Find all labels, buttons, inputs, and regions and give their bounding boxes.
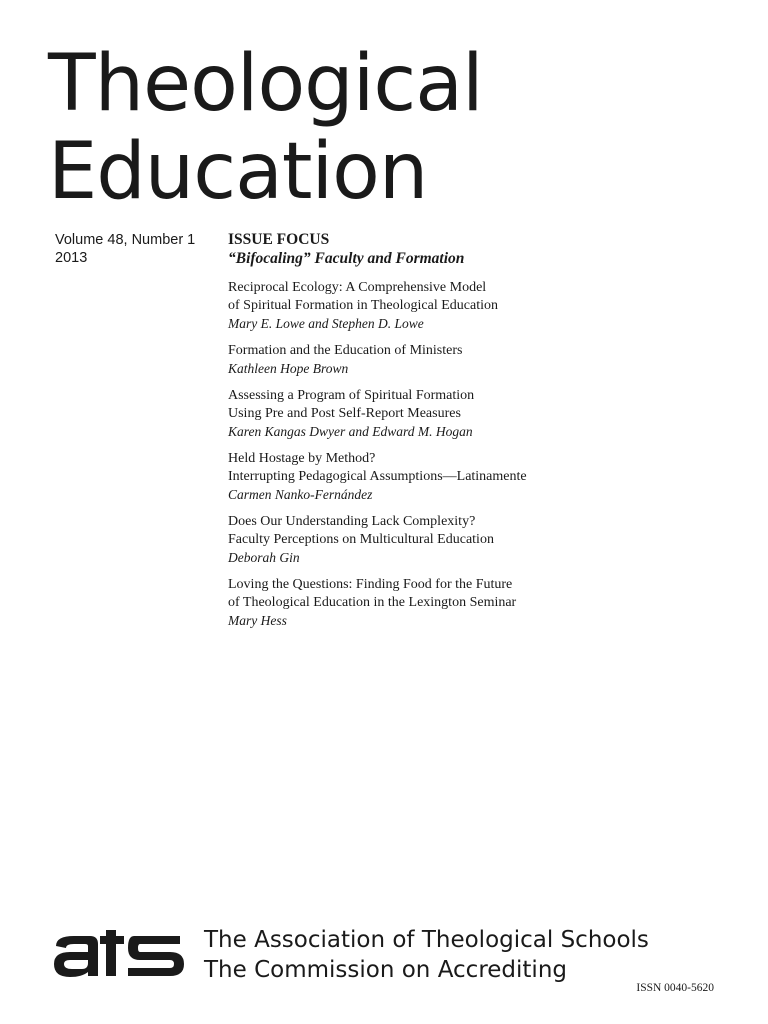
article-title-line: Reciprocal Ecology: A Comprehensive Model <box>228 280 487 295</box>
article-title-line: Loving the Questions: Finding Food for the Future <box>228 577 513 592</box>
article-authors: Mary Hess <box>228 613 287 628</box>
table-of-contents <box>228 231 728 639</box>
issue-focus-label: ISSUE FOCUS <box>228 231 330 248</box>
article-title-line: Formation and the Education of Ministers <box>228 343 463 358</box>
article-authors: Karen Kangas Dwyer and Edward M. Hogan <box>228 424 473 439</box>
publisher-name-line-2: The Commission on Accrediting <box>204 957 567 983</box>
issue-info <box>55 231 195 267</box>
article-title <box>228 279 728 315</box>
volume-number: Volume 48, Number 1 <box>55 232 196 248</box>
journal-title <box>48 40 483 216</box>
article-title-line: Faculty Perceptions on Multicultural Education <box>228 532 494 547</box>
article-title-line: Interrupting Pedagogical Assumptions—Latinamente <box>228 469 527 484</box>
journal-title-line-2: Education <box>48 127 428 217</box>
article-authors: Deborah Gin <box>228 550 300 565</box>
ats-logo <box>52 930 186 982</box>
issn-number: ISSN 0040-5620 <box>636 982 714 994</box>
publisher-name-line-1: The Association of Theological Schools <box>204 927 649 953</box>
article-title <box>228 576 728 612</box>
publisher-name <box>204 925 649 985</box>
article-entry <box>228 279 728 332</box>
article-title-line: Held Hostage by Method? <box>228 451 376 466</box>
article-entry <box>228 576 728 629</box>
article-entry <box>228 387 728 440</box>
article-title-line: Does Our Understanding Lack Complexity? <box>228 514 476 529</box>
article-title <box>228 387 728 423</box>
article-authors: Kathleen Hope Brown <box>228 361 349 376</box>
issue-focus-theme: “Bifocaling” Faculty and Formation <box>228 250 465 267</box>
article-title <box>228 450 728 486</box>
issue-year: 2013 <box>55 250 88 266</box>
article-title-line: of Spiritual Formation in Theological Education <box>228 298 498 313</box>
article-entry <box>228 450 728 503</box>
article-title-line: Using Pre and Post Self-Report Measures <box>228 406 461 421</box>
article-title <box>228 342 728 360</box>
article-title-line: Assessing a Program of Spiritual Formation <box>228 388 475 403</box>
article-entry <box>228 342 728 377</box>
article-title-line: of Theological Education in the Lexington Seminar <box>228 595 517 610</box>
article-authors: Carmen Nanko-Fernández <box>228 487 373 502</box>
article-entry <box>228 513 728 566</box>
article-title <box>228 513 728 549</box>
journal-title-line-1: Theological <box>48 39 483 129</box>
article-authors: Mary E. Lowe and Stephen D. Lowe <box>228 316 424 331</box>
